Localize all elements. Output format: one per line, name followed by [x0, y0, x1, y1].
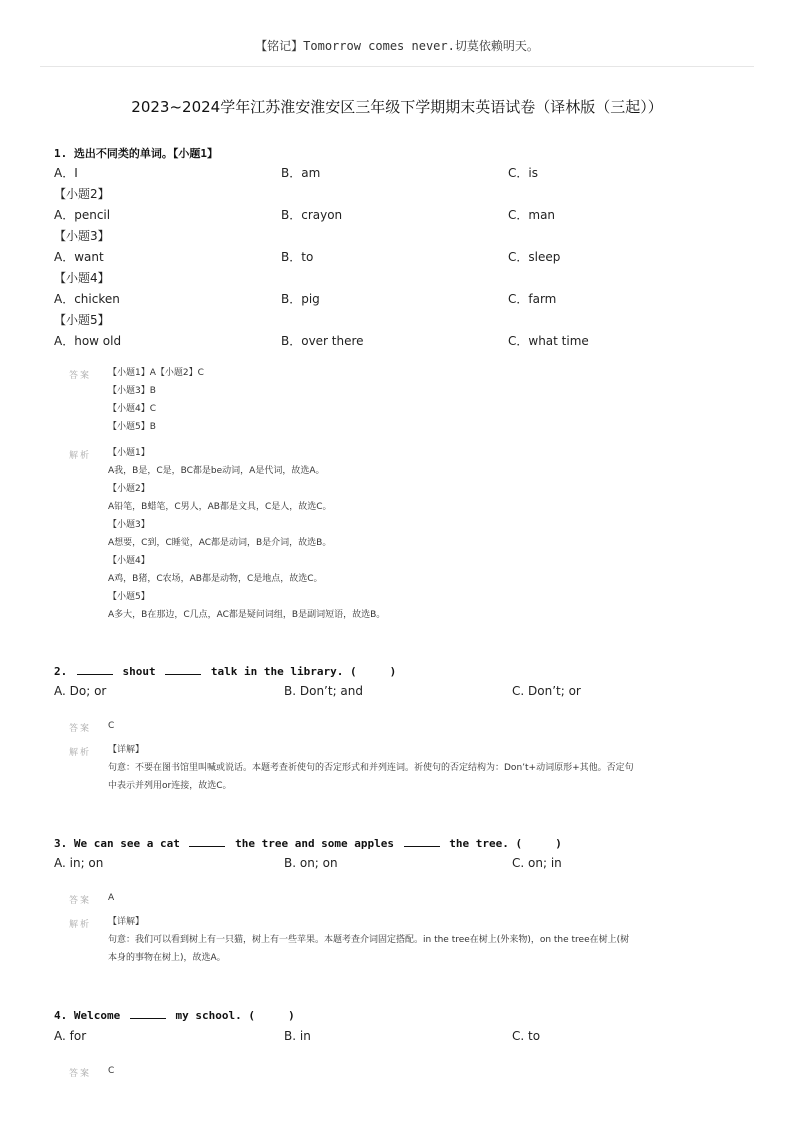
analysis-line: 句意：不要在图书馆里叫喊或说话。本题考查祈使句的否定形式和并列连词。祈使句的否定结构为：Don’t+动词原形+其他。否定句 — [108, 763, 634, 773]
question-1-stem: 1. 选出不同类的单词。【小题1】 — [54, 147, 218, 160]
analysis-line: A想要，C到，C睡觉，AC都是动词，B是介词，故选B。 — [108, 538, 332, 548]
blank-line — [130, 1009, 166, 1019]
option-b: B．am — [281, 166, 321, 180]
option-b: B. Don’t; and — [284, 684, 364, 698]
blank-line — [404, 837, 440, 847]
header-divider — [40, 66, 754, 67]
analysis-label: 解析 — [69, 920, 92, 930]
q1-options-row-3 — [54, 248, 754, 264]
option-a: A．want — [54, 250, 104, 264]
question-number: 4. Welcome — [54, 1009, 121, 1022]
q3-options-row — [54, 856, 754, 872]
q1-analysis — [108, 444, 728, 624]
stem-part: the tree and some apples — [235, 837, 395, 850]
stem-part: talk in the library. ( ) — [210, 665, 397, 678]
analysis-line: 【小题1】 — [108, 448, 150, 458]
analysis-line: A我，B是，C是，BC都是be动词，A是代词，故选A。 — [108, 466, 325, 476]
option-c: C. to — [512, 1029, 541, 1043]
answer-label: 答案 — [69, 724, 92, 734]
answer-line: 【小题4】C — [108, 404, 157, 414]
q3-answer: A — [108, 893, 115, 903]
analysis-line: 【小题2】 — [108, 484, 150, 494]
q4-answer: C — [108, 1066, 115, 1076]
question-4-stem — [54, 1009, 295, 1022]
question-number: 3. We can see a cat — [54, 837, 180, 850]
option-a: A．chicken — [54, 292, 120, 306]
stem-part: shout — [122, 665, 156, 678]
analysis-label: 解析 — [69, 451, 92, 461]
option-c: C．man — [508, 208, 556, 222]
option-a: A．I — [54, 166, 78, 180]
analysis-label: 解析 — [69, 748, 92, 758]
q3-analysis — [108, 913, 728, 967]
q1-options-row-5 — [54, 332, 754, 348]
blank-line — [165, 665, 201, 675]
blank-line — [189, 837, 225, 847]
answer-line: 【小题1】A【小题2】C — [108, 368, 204, 378]
answer-line: 【小题5】B — [108, 422, 156, 432]
analysis-line: 中表示并列用or连接，故选C。 — [108, 781, 232, 791]
option-a: A．pencil — [54, 208, 111, 222]
answer-line: 【小题3】B — [108, 386, 156, 396]
analysis-line: 句意：我们可以看到树上有一只猫，树上有一些苹果。本题考查介词固定搭配。in the tree在树上(外来物)，on the tree在树上(树 — [108, 935, 630, 945]
question-2-stem — [54, 665, 396, 678]
q1-sub-4: 【小题4】 — [54, 271, 110, 285]
option-a: A. Do; or — [54, 684, 107, 698]
option-a: A．how old — [54, 334, 122, 348]
q1-sub-2: 【小题2】 — [54, 187, 110, 201]
option-c: C. on; in — [512, 856, 562, 870]
option-c: C．what time — [508, 334, 589, 348]
analysis-line: A多大，B在那边，C几点，AC都是疑问词组，B是副词短语，故选B。 — [108, 610, 386, 620]
q4-options-row — [54, 1029, 754, 1045]
motto-header: 【铭记】Tomorrow comes never.切莫依赖明天。 — [255, 39, 539, 53]
option-b: B. in — [284, 1029, 311, 1043]
stem-part: the tree. ( ) — [449, 837, 562, 850]
analysis-line: A鸡，B猪，C农场，AB都是动物，C是地点，故选C。 — [108, 574, 323, 584]
option-b: B．to — [281, 250, 314, 264]
q1-sub-3: 【小题3】 — [54, 229, 110, 243]
q2-options-row — [54, 684, 754, 700]
option-b: B．crayon — [281, 208, 343, 222]
option-c: C．is — [508, 166, 538, 180]
page-title: 2023~2024学年江苏淮安淮安区三年级下学期期末英语试卷（译林版（三起）） — [131, 98, 663, 116]
option-a: A. in; on — [54, 856, 104, 870]
question-number: 2. — [54, 665, 68, 678]
analysis-line: 【小题5】 — [108, 592, 150, 602]
answer-label: 答案 — [69, 1069, 92, 1079]
q1-options-row-4 — [54, 290, 754, 306]
stem-part: my school. ( ) — [175, 1009, 295, 1022]
q1-answer — [108, 364, 204, 436]
analysis-line: 【小题4】 — [108, 556, 150, 566]
q1-options-row-1 — [54, 164, 754, 180]
q2-analysis — [108, 741, 728, 795]
analysis-line: 【详解】 — [108, 917, 145, 927]
option-b: B. on; on — [284, 856, 338, 870]
option-c: C．farm — [508, 292, 557, 306]
option-a: A. for — [54, 1029, 87, 1043]
analysis-line: 本身的事物在树上)，故选A。 — [108, 953, 226, 963]
question-3-stem — [54, 837, 562, 850]
q2-answer: C — [108, 721, 115, 731]
option-c: C. Don’t; or — [512, 684, 581, 698]
blank-line — [77, 665, 113, 675]
analysis-line: 【详解】 — [108, 745, 145, 755]
answer-label: 答案 — [69, 896, 92, 906]
option-b: B．pig — [281, 292, 320, 306]
analysis-line: 【小题3】 — [108, 520, 150, 530]
answer-label: 答案 — [69, 371, 92, 381]
analysis-line: A铅笔，B蜡笔，C男人，AB都是文具，C是人，故选C。 — [108, 502, 332, 512]
q1-options-row-2 — [54, 206, 754, 222]
q1-sub-5: 【小题5】 — [54, 313, 110, 327]
option-b: B．over there — [281, 334, 364, 348]
option-c: C．sleep — [508, 250, 561, 264]
